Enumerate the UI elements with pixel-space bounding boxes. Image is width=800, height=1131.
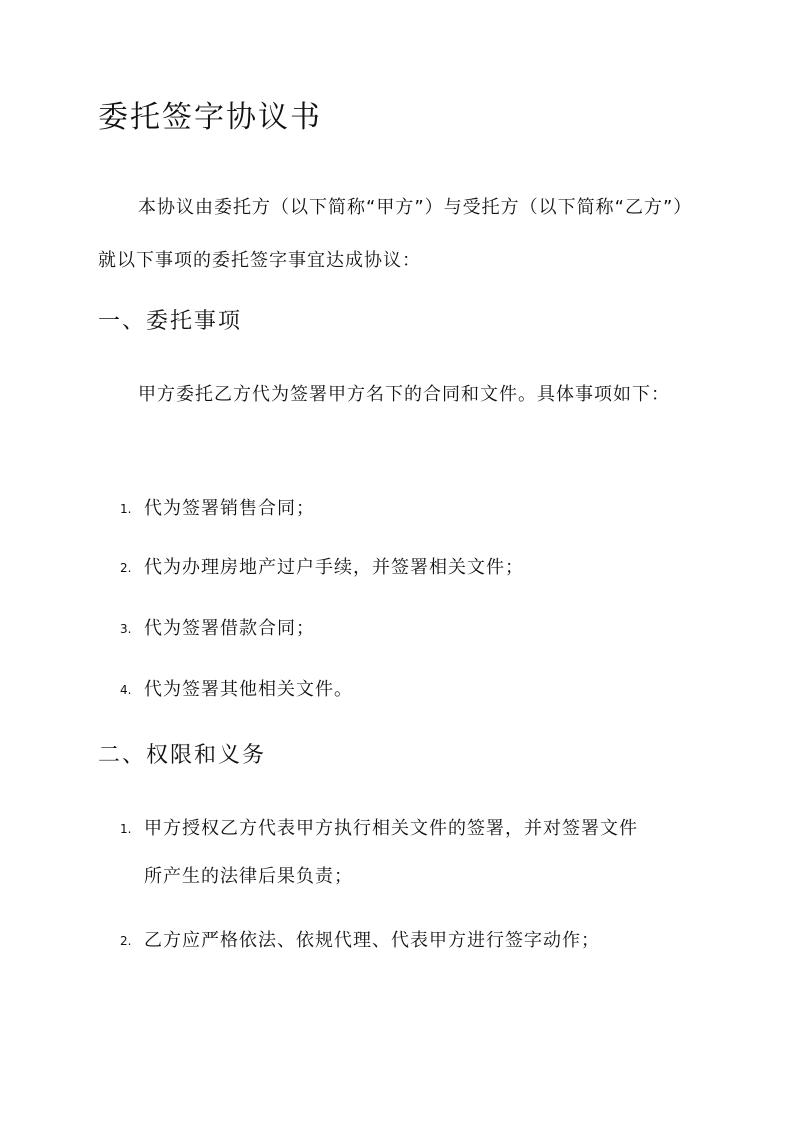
intro-paragraph: 本协议由委托方（以下简称“甲方”）与受托方（以下简称“乙方”）就以下事项的委托签字事宜达成协议： <box>98 197 693 271</box>
list-item <box>120 805 700 901</box>
list-item <box>120 544 700 592</box>
list-number: 1. <box>120 822 132 836</box>
section-heading-2: 二、权限和义务 <box>98 743 267 768</box>
list-text: 代为签署销售合同； <box>144 498 315 519</box>
list-text-line: 所产生的法律后果负责； <box>144 866 353 887</box>
section1-paragraph: 甲方委托乙方代为签署甲方名下的合同和文件。具体事项如下： <box>138 384 670 405</box>
list-item <box>120 666 700 714</box>
list-text-line: 甲方授权乙方代表甲方执行相关文件的签署，并对签署文件 <box>144 818 638 839</box>
list-text <box>144 805 700 901</box>
list-text: 乙方应严格依法、依规代理、代表甲方进行签字动作； <box>144 930 600 951</box>
list-text: 代为签署借款合同； <box>144 618 315 639</box>
list-number: 2. <box>120 934 132 948</box>
document-title: 委托签字协议书 <box>98 100 322 135</box>
list-number: 1. <box>120 502 132 516</box>
list-text: 代为办理房地产过户手续，并签署相关文件； <box>144 557 524 578</box>
list-number: 2. <box>120 561 132 575</box>
list-item <box>120 605 700 653</box>
list-item <box>120 917 700 965</box>
list-item <box>120 485 700 533</box>
section-heading-1: 一、委托事项 <box>98 309 243 334</box>
list-text: 代为签署其他相关文件。 <box>144 679 353 700</box>
list-number: 3. <box>120 622 132 636</box>
list-number: 4. <box>120 683 132 697</box>
